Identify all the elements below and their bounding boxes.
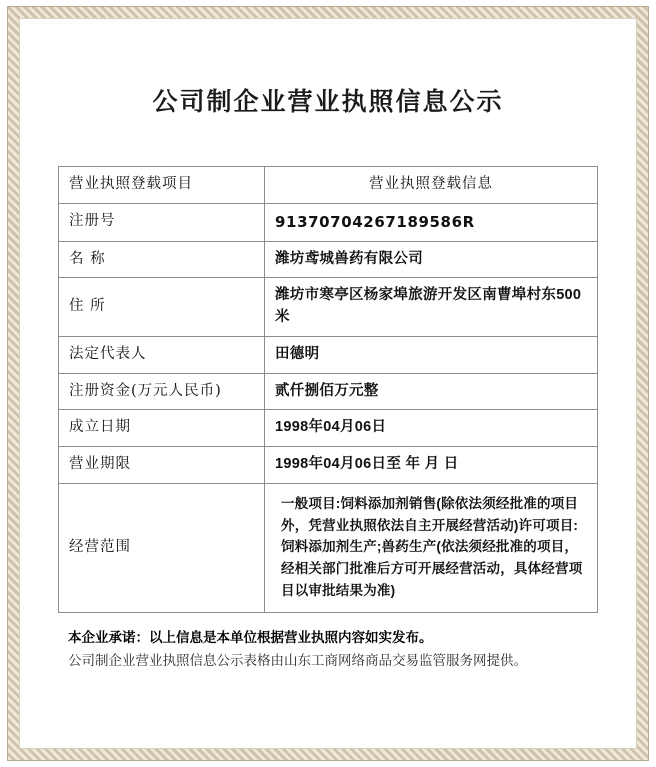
row-value-company-name: 潍坊鸢城兽药有限公司	[265, 241, 598, 278]
row-value-legal-representative: 田德明	[265, 336, 598, 373]
row-label-address: 住 所	[59, 278, 265, 337]
document-content	[33, 30, 623, 737]
table-row	[59, 204, 598, 242]
license-info-table	[58, 166, 598, 613]
footer-notes	[58, 627, 598, 673]
note-line-commitment: 本企业承诺：以上信息是本单位根据营业执照内容如实发布。	[68, 630, 433, 647]
table-row	[59, 336, 598, 373]
row-value-establish-date: 1998年04月06日	[265, 410, 598, 447]
row-label-establish-date: 成立日期	[59, 410, 265, 447]
row-label-legal-representative: 法定代表人	[59, 336, 265, 373]
note-line-provider: 公司制企业营业执照信息公示表格由山东工商网络商品交易监管服务网提供。	[68, 653, 527, 670]
row-value-registration-number: 91370704267189586R	[265, 204, 598, 242]
table-header-item: 营业执照登载项目	[59, 167, 265, 204]
table-header-row	[59, 167, 598, 204]
table-row	[59, 241, 598, 278]
page-title: 公司制企业营业执照信息公示	[152, 87, 504, 116]
row-label-company-name: 名 称	[59, 241, 265, 278]
table-row	[59, 483, 598, 612]
row-label-business-term: 营业期限	[59, 447, 265, 484]
table-header-value: 营业执照登载信息	[265, 167, 598, 204]
table-row	[59, 373, 598, 410]
row-label-registration-number: 注册号	[59, 204, 265, 242]
table-row	[59, 410, 598, 447]
row-value-registered-capital: 贰仟捌佰万元整	[265, 373, 598, 410]
row-label-business-scope: 经营范围	[59, 483, 265, 612]
table-row	[59, 278, 598, 337]
row-label-registered-capital: 注册资金(万元人民币)	[59, 373, 265, 410]
table-row	[59, 447, 598, 484]
row-value-address: 潍坊市寒亭区杨家埠旅游开发区南曹埠村东500米	[265, 278, 598, 337]
row-value-business-scope: 一般项目:饲料添加剂销售(除依法须经批准的项目外，凭营业执照依法自主开展经营活动)许可项目:饲料添加剂生产;兽药生产(依法须经批准的项目，经相关部门批准后方可开展经营活动，具体经营项目以审批结果为准)	[265, 483, 598, 612]
row-value-business-term: 1998年04月06日至 年 月 日	[265, 447, 598, 484]
